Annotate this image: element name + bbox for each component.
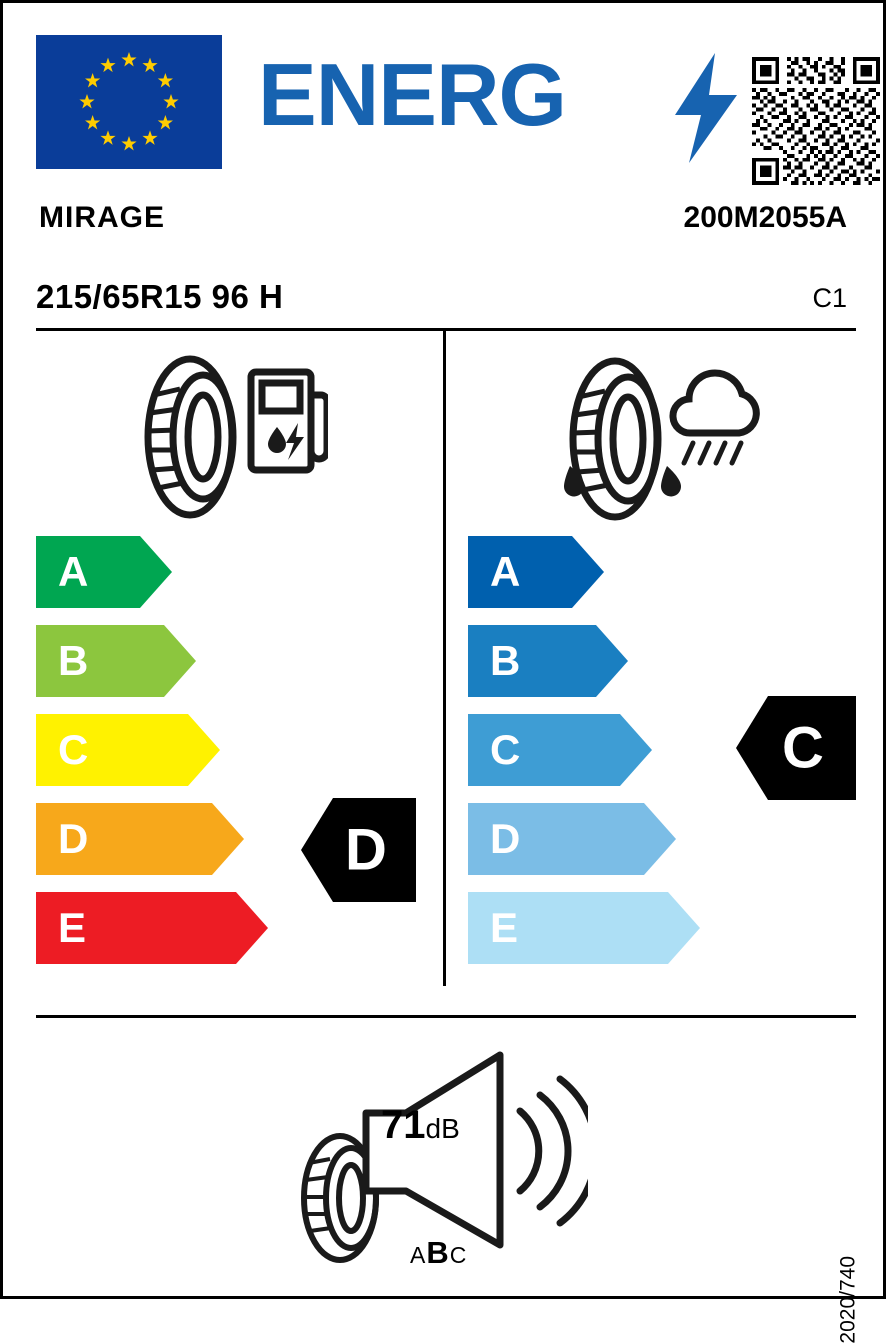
noise-class-group — [410, 1235, 467, 1271]
fuel-grade-e — [36, 892, 268, 964]
wet-grade-a-letter: A — [490, 548, 521, 595]
noise-class-c: C — [449, 1242, 468, 1268]
noise-unit: dB — [425, 1113, 460, 1144]
noise-value: 71 — [381, 1103, 426, 1147]
fuel-efficiency-scale — [36, 536, 268, 981]
wet-grade-e — [468, 892, 700, 964]
lightning-bolt-icon — [671, 53, 741, 163]
fuel-grade-d — [36, 803, 268, 875]
wet-grade-a — [468, 536, 700, 608]
wet-grade-d-letter: D — [490, 815, 521, 862]
divider-bottom — [36, 1015, 856, 1018]
wet-grade-b-letter: B — [490, 637, 521, 684]
fuel-efficiency-result-letter: D — [345, 817, 387, 883]
fuel-grade-d-letter: D — [58, 815, 89, 862]
label-header — [36, 31, 856, 171]
noise-value-group — [381, 1103, 460, 1148]
wet-grip-result-letter: C — [782, 715, 824, 781]
fuel-grade-e-letter: E — [58, 904, 87, 951]
tyre-class: C1 — [812, 283, 847, 313]
qr-code-icon — [752, 57, 880, 185]
divider-top — [36, 328, 856, 331]
wet-grade-c-letter: C — [490, 726, 521, 773]
type-code: 200M2055A — [683, 201, 847, 234]
tyre-rain-cloud-icon — [543, 351, 773, 526]
fuel-grade-b — [36, 625, 268, 697]
fuel-grade-a-letter: A — [58, 548, 89, 595]
energy-wordmark: ENERG — [258, 45, 566, 144]
wet-grip-scale — [468, 536, 700, 981]
wet-grip-result — [736, 696, 856, 800]
regulation-reference: 2020/740 — [837, 1256, 860, 1344]
noise-section — [288, 1043, 588, 1273]
fuel-grade-c — [36, 714, 268, 786]
fuel-efficiency-result — [301, 798, 416, 902]
noise-class-a: A — [410, 1242, 427, 1268]
tyre-size: 215/65R15 96 H — [36, 278, 284, 315]
fuel-grade-a — [36, 536, 268, 608]
brand-name: MIRAGE — [39, 201, 165, 234]
fuel-grade-b-letter: B — [58, 637, 89, 684]
wet-grade-b — [468, 625, 700, 697]
wet-grade-c — [468, 714, 700, 786]
eu-flag-icon — [36, 35, 222, 169]
wet-grade-e-letter: E — [490, 904, 519, 951]
noise-class-b: B — [426, 1235, 450, 1270]
fuel-grade-c-letter: C — [58, 726, 89, 773]
tyre-fuel-pump-icon — [128, 355, 328, 520]
wet-grade-d — [468, 803, 700, 875]
divider-vertical — [443, 331, 446, 986]
